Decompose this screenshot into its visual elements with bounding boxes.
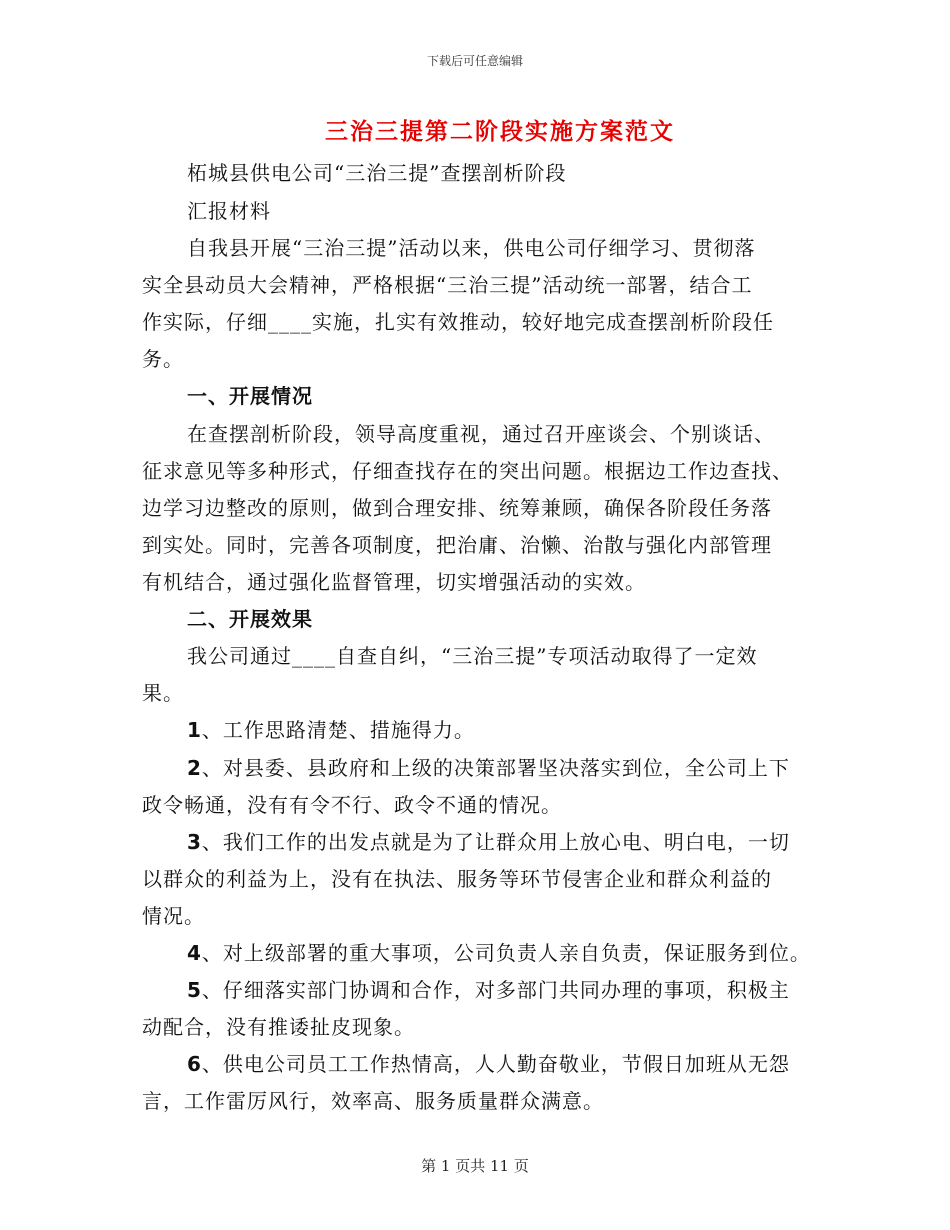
list-item: [187, 974, 790, 1003]
subtitle-line: 柘城县供电公司“三治三提”查摆剖析阶段: [187, 161, 567, 185]
item-text: 、工作思路清楚、措施得力。: [201, 718, 475, 742]
item-text: 以群众的利益为上，没有在执法、服务等环节侵害企业和群众利益的: [142, 867, 772, 891]
intro-line: 实全县动员大会精神，严格根据“三治三提”活动统一部署，结合工: [142, 273, 753, 297]
header-note: 下载后可任意编辑: [426, 54, 523, 68]
item-number: 5: [187, 978, 202, 1002]
item-text: 、对县委、县政府和上级的决策部署坚决落实到位，全公司上下: [201, 756, 790, 780]
item-number: 3: [187, 830, 202, 854]
section-heading: 一、开展情况: [187, 384, 313, 408]
paragraph-line: 我公司通过____自查自纠，“三治三提”专项活动取得了一定效: [187, 644, 758, 668]
paragraph-line: 到实处。同时，完善各项制度，把治庸、治懒、治散与强化内部管理: [142, 533, 772, 557]
paragraph-line: 边学习边整改的原则，做到合理安排、统筹兼顾，确保各阶段任务落: [142, 496, 772, 520]
paragraph-line: 果。: [142, 681, 184, 705]
list-item: [187, 826, 790, 855]
intro-line: 自我县开展“三治三提”活动以来，供电公司仔细学习、贯彻落: [187, 236, 756, 260]
intro-line: 务。: [142, 347, 184, 371]
list-item: [187, 937, 811, 966]
paragraph-line: 在查摆剖析阶段，领导高度重视，通过召开座谈会、个别谈话、: [187, 422, 775, 446]
list-item: [187, 714, 475, 743]
item-text: 、我们工作的出发点就是为了让群众用上放心电、明白电，一切: [201, 830, 790, 854]
item-number: 2: [187, 756, 202, 780]
paragraph-line: 征求意见等多种形式，仔细查找存在的突出问题。根据边工作边查找、: [142, 459, 793, 483]
item-number: 1: [187, 718, 202, 742]
list-item: [187, 1048, 790, 1077]
item-text: 动配合，没有推诿扯皮现象。: [142, 1015, 415, 1039]
page-footer: 第 1 页共 11 页: [421, 1157, 529, 1175]
item-text: 、供电公司员工工作热情高，人人勤奋敬业，节假日加班从无怨: [201, 1052, 790, 1076]
item-number: 6: [187, 1052, 202, 1076]
paragraph-line: 有机结合，通过强化监督管理，切实增强活动的实效。: [142, 570, 646, 594]
item-text: 情况。: [142, 904, 205, 928]
item-text: 政令畅通，没有有令不行、政令不通的情况。: [142, 793, 562, 817]
item-text: 、对上级部署的重大事项，公司负责人亲自负责，保证服务到位。: [201, 941, 811, 965]
item-text: 言，工作雷厉风行，效率高、服务质量群众满意。: [142, 1089, 604, 1113]
intro-line: 作实际，仔细____实施，扎实有效推动，较好地完成查摆剖析阶段任: [142, 310, 774, 334]
item-text: 、仔细落实部门协调和合作，对多部门共同办理的事项，积极主: [201, 978, 790, 1002]
section-heading: 二、开展效果: [187, 607, 313, 631]
document-title: 三治三提第二阶段实施方案范文: [325, 119, 675, 145]
list-item: [187, 752, 790, 781]
item-number: 4: [187, 941, 202, 965]
subtitle-line: 汇报材料: [187, 199, 271, 223]
